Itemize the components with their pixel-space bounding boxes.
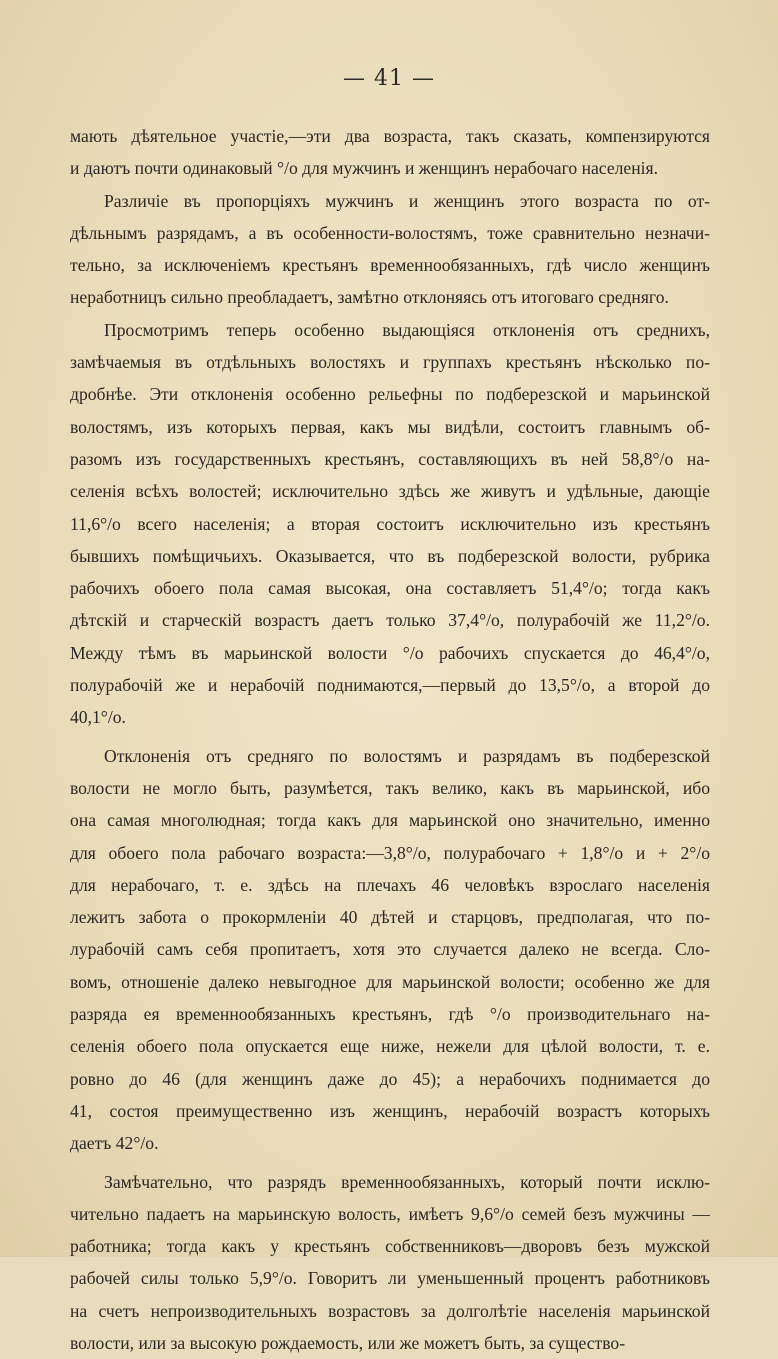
paragraph: [70, 185, 710, 314]
paragraph: [70, 740, 710, 1160]
page-number: — 41 —: [0, 66, 778, 91]
text-line: селенія всѣхъ волостей; исключительно здѣсь же живутъ и удѣльные, дающіе: [70, 475, 710, 507]
text-line: волости не могло быть, разумѣется, такъ велико, какъ въ марьинской, ибо: [70, 772, 710, 804]
text-line: полурабочій же и нерабочій поднимаются,—первый до 13,5°/о, а второй до: [70, 669, 710, 701]
text-line: работника; тогда какъ у крестьянъ собственниковъ—дворовъ безъ мужской: [70, 1230, 710, 1262]
paragraph: [70, 1166, 710, 1359]
text-line: для обоего пола рабочаго возраста:—3,8°/о, полурабочаго + 1,8°/о и + 2°/о: [70, 837, 710, 869]
text-line: волостямъ, изъ которыхъ первая, какъ мы видѣли, состоитъ главнымъ об-: [70, 411, 710, 443]
text-line: дробнѣе. Эти отклоненія особенно рельефны по подберезской и марьинской: [70, 378, 710, 410]
text-line: Замѣчательно, что разрядъ временнообязанныхъ, который почти исклю-: [70, 1166, 710, 1198]
text-line: ровно до 46 (для женщинъ даже до 45); а нерабочихъ поднимается до: [70, 1063, 710, 1095]
text-line: дѣльнымъ разрядамъ, а въ особенности-волостямъ, тоже сравнительно незначи-: [70, 217, 710, 249]
text-line: замѣчаемыя въ отдѣльныхъ волостяхъ и группахъ крестьянъ нѣсколько по-: [70, 346, 710, 378]
text-line: неработницъ сильно преобладаетъ, замѣтно отклоняясь отъ итоговаго средняго.: [70, 281, 710, 313]
text-line: вомъ, отношеніе далеко невыгодное для марьинской волости; особенно же для: [70, 966, 710, 998]
text-line: бывшихъ помѣщичьихъ. Оказывается, что въ подберезской волости, рубрика: [70, 540, 710, 572]
paragraph: [70, 314, 710, 734]
paragraph: [70, 120, 710, 185]
text-line: Просмотримъ теперь особенно выдающіяся отклоненія отъ среднихъ,: [70, 314, 710, 346]
text-line: она самая многолюдная; тогда какъ для марьинской оно значительно, именно: [70, 804, 710, 836]
text-line: и даютъ почти одинаковый °/о для мужчинъ и женщинъ нерабочаго населенія.: [70, 152, 710, 184]
text-line: Различіе въ пропорціяхъ мужчинъ и женщинъ этого возраста по от-: [70, 185, 710, 217]
text-line: рабочей силы только 5,9°/о. Говоритъ ли уменьшенный процентъ работниковъ: [70, 1262, 710, 1294]
text-line: тельно, за исключеніемъ крестьянъ временнообязанныхъ, гдѣ число женщинъ: [70, 249, 710, 281]
text-line: лурабочій самъ себя пропитаетъ, хотя это случается далеко не всегда. Сло-: [70, 933, 710, 965]
text-line: волости, или за высокую рождаемость, или же можетъ быть, за существо-: [70, 1327, 710, 1359]
page-text-body: [70, 120, 710, 1359]
text-line: чительно падаетъ на марьинскую волость, имѣетъ 9,6°/о семей безъ мужчины —: [70, 1198, 710, 1230]
text-line: дѣтскій и старческій возрастъ даетъ только 37,4°/о, полурабочій же 11,2°/о.: [70, 604, 710, 636]
text-line: Между тѣмъ въ марьинской волости °/о рабочихъ спускается до 46,4°/о,: [70, 637, 710, 669]
text-line: 41, состоя преимущественно изъ женщинъ, нерабочій возрастъ которыхъ: [70, 1095, 710, 1127]
text-line: на счетъ непроизводительныхъ возрастовъ за долголѣтіе населенія марьинской: [70, 1295, 710, 1327]
text-line: для нерабочаго, т. е. здѣсь на плечахъ 46 человѣкъ взрослаго населенія: [70, 869, 710, 901]
text-line: даетъ 42°/о.: [70, 1127, 710, 1159]
text-line: Отклоненія отъ средняго по волостямъ и разрядамъ въ подберезской: [70, 740, 710, 772]
text-line: лежитъ забота о прокормленіи 40 дѣтей и старцовъ, предполагая, что по-: [70, 901, 710, 933]
text-line: разомъ изъ государственныхъ крестьянъ, составляющихъ въ ней 58,8°/о на-: [70, 443, 710, 475]
text-line: 40,1°/о.: [70, 701, 710, 733]
text-line: мають дѣятельное участіе,—эти два возраста, такъ сказать, компензируются: [70, 120, 710, 152]
text-line: разряда ея временнообязанныхъ крестьянъ, гдѣ °/о производительнаго на-: [70, 998, 710, 1030]
text-line: селенія обоего пола опускается еще ниже, нежели для цѣлой волости, т. е.: [70, 1030, 710, 1062]
text-line: 11,6°/о всего населенія; а вторая состоитъ исключительно изъ крестьянъ: [70, 508, 710, 540]
text-line: рабочихъ обоего пола самая высокая, она составляетъ 51,4°/о; тогда какъ: [70, 572, 710, 604]
